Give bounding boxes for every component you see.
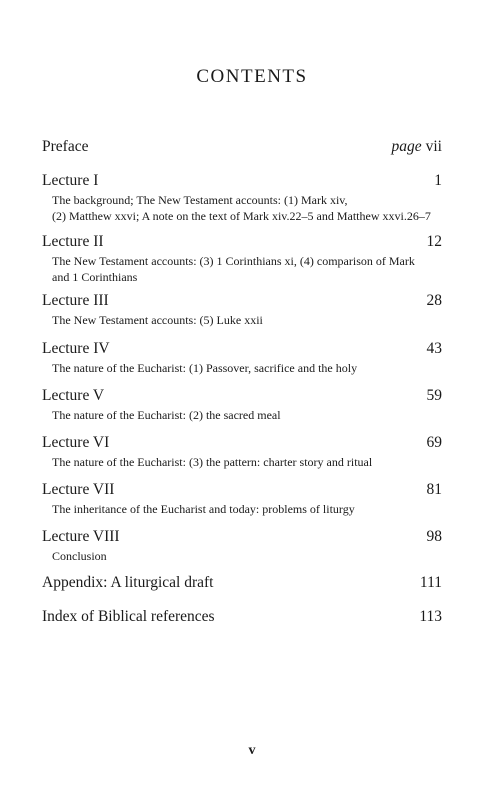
page-footer-number: v: [248, 743, 256, 758]
entry-heading: Lecture V: [42, 387, 105, 404]
page-number: 113: [419, 608, 442, 625]
page-number: 12: [426, 233, 442, 250]
page-number: 59: [426, 387, 442, 404]
page-title: CONTENTS: [196, 66, 308, 87]
entry-heading: Lecture VI: [42, 434, 110, 451]
page-number: 28: [426, 292, 442, 309]
entry-subtitle: The nature of the Eucharist: (2) the sacred meal: [52, 408, 281, 422]
toc-entry-lecture-7: [42, 481, 442, 517]
page-number: 81: [426, 481, 442, 498]
subtitle-line: (2) Matthew xxvi; A note on the text of Mark xiv.22–5 and Matthew xxvi.26–7: [52, 209, 431, 223]
toc-entry-lecture-6: [42, 434, 442, 470]
toc-entry-appendix: [42, 574, 442, 592]
entry-heading: Lecture VII: [42, 481, 115, 498]
entry-subtitle: Conclusion: [52, 549, 107, 563]
page-number: vii: [425, 138, 442, 155]
page-number: 69: [426, 434, 442, 451]
entry-heading: Index of Biblical references: [42, 608, 215, 625]
toc-entry-lecture-1: [42, 172, 442, 224]
entry-subtitle: The nature of the Eucharist: (3) the pattern: charter story and ritual: [52, 455, 373, 469]
page-prefix: page: [391, 138, 422, 155]
entry-page: [391, 138, 442, 156]
entry-heading: Preface: [42, 138, 89, 155]
toc-entry-lecture-2: [42, 233, 442, 285]
toc-entry-lecture-3: [42, 292, 442, 328]
entry-subtitle: The nature of the Eucharist: (1) Passover, sacrifice and the holy: [52, 361, 358, 375]
page-number: 1: [434, 172, 442, 189]
toc-entry-preface: [42, 138, 442, 156]
entry-heading: Lecture IV: [42, 340, 110, 357]
toc-entry-index: [42, 608, 442, 626]
page-number: 98: [426, 528, 442, 545]
toc-entry-lecture-4: [42, 340, 442, 376]
toc-entry-lecture-5: [42, 387, 442, 423]
page-number: 43: [426, 340, 442, 357]
entry-heading: Appendix: A liturgical draft: [42, 574, 214, 591]
entry-subtitle: [52, 253, 442, 285]
entry-subtitle: [52, 192, 442, 224]
subtitle-line: The background; The New Testament accounts: (1) Mark xiv,: [52, 193, 348, 207]
entry-heading: Lecture VIII: [42, 528, 120, 545]
page-number: 111: [419, 574, 442, 591]
entry-subtitle: The New Testament accounts: (5) Luke xxii: [52, 313, 263, 327]
entry-subtitle: The inheritance of the Eucharist and today: problems of liturgy: [52, 502, 355, 516]
entry-heading: Lecture II: [42, 233, 104, 250]
toc-entry-lecture-8: [42, 528, 442, 564]
entry-heading: Lecture III: [42, 292, 109, 309]
entry-heading: Lecture I: [42, 172, 99, 189]
subtitle-line: The New Testament accounts: (3) 1 Corinthians xi, (4) comparison of Mark: [52, 254, 415, 268]
subtitle-line: and 1 Corinthians: [52, 270, 138, 284]
